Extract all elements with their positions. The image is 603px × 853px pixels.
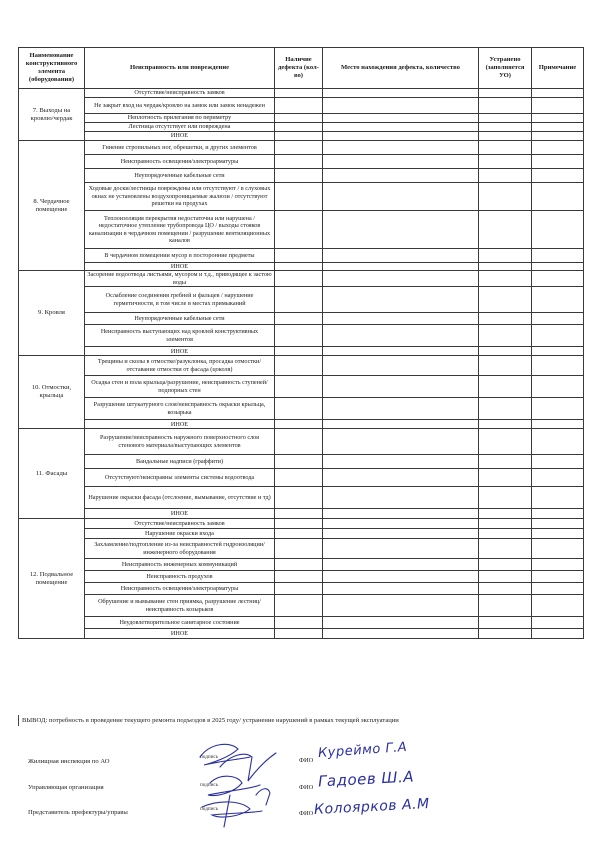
defect-cell: Неупорядоченные кабельные сети [85,313,275,325]
location-cell[interactable] [323,325,479,347]
note-cell[interactable] [532,347,584,356]
signature-label: Представитель префектуры/управы [28,809,128,816]
location-cell[interactable] [323,487,479,509]
table-row [19,155,584,169]
presence-cell[interactable] [275,347,323,356]
note-cell[interactable] [532,455,584,469]
presence-cell[interactable] [275,98,323,114]
fixed-cell[interactable] [479,263,532,271]
fixed-cell[interactable] [479,398,532,420]
note-cell[interactable] [532,169,584,183]
fixed-cell[interactable] [479,249,532,263]
table-row [19,347,584,356]
defect-cell: Неисправность продухов [85,571,275,583]
header-defect: Неисправность или повреждение [85,48,275,89]
table-row [19,376,584,398]
fixed-cell[interactable] [479,519,532,529]
header-presence: Наличие дефекта (кол-во) [275,48,323,89]
location-cell[interactable] [323,114,479,123]
location-cell[interactable] [323,583,479,595]
note-cell[interactable] [532,629,584,639]
defect-cell: Разрушение/неисправность наружного поверхностного слоя стенового материала/выступающих элементов [85,429,275,455]
location-cell[interactable] [323,313,479,325]
table-row [19,398,584,420]
handwritten-name-1: Куреймо Г.А [317,739,408,762]
fixed-cell[interactable] [479,313,532,325]
fixed-cell[interactable] [479,141,532,155]
table-row [19,211,584,249]
table-row [19,141,584,155]
signature-caption: подпись [200,806,219,812]
conclusion-text: ВЫВОД: потребность в проведение текущего ремонта подъездов в 2025 году/ устранение нарушений в рамках текущей эксплуатации [22,717,399,724]
location-cell[interactable] [323,559,479,571]
table-row [19,287,584,313]
note-cell[interactable] [532,183,584,211]
note-cell[interactable] [532,132,584,141]
element-cell: 8. Чердачное помещение [19,141,85,271]
location-cell[interactable] [323,211,479,249]
fixed-cell[interactable] [479,469,532,487]
note-cell[interactable] [532,356,584,376]
note-cell[interactable] [532,123,584,132]
note-cell[interactable] [532,559,584,571]
presence-cell[interactable] [275,287,323,313]
defects-table [18,47,584,639]
presence-cell[interactable] [275,398,323,420]
defect-cell: Засорение водоотвода листьями, мусором и т.д., приводящее к застою воды [85,271,275,287]
presence-cell[interactable] [275,263,323,271]
location-cell[interactable] [323,155,479,169]
fixed-cell[interactable] [479,509,532,519]
note-cell[interactable] [532,509,584,519]
fixed-cell[interactable] [479,617,532,629]
location-cell[interactable] [323,347,479,356]
presence-cell[interactable] [275,249,323,263]
table-row [19,571,584,583]
signature-caption: подпись [200,782,219,788]
header-element: Наименование конструктивного элемента (оборудования) [19,48,85,89]
fixed-cell[interactable] [479,169,532,183]
defect-cell: ИНОЕ [85,263,275,271]
table-row [19,114,584,123]
presence-cell[interactable] [275,169,323,183]
location-cell[interactable] [323,571,479,583]
note-cell[interactable] [532,98,584,114]
defect-cell: Неисправность инженерных коммуникаций [85,559,275,571]
defect-cell: Лестница отсутствует или повреждена [85,123,275,132]
table-row [19,271,584,287]
presence-cell[interactable] [275,356,323,376]
location-cell[interactable] [323,595,479,617]
note-cell[interactable] [532,398,584,420]
presence-cell[interactable] [275,114,323,123]
presence-cell[interactable] [275,519,323,529]
fixed-cell[interactable] [479,271,532,287]
defect-cell: ИНОЕ [85,420,275,429]
presence-cell[interactable] [275,529,323,539]
fixed-cell[interactable] [479,132,532,141]
table-row [19,98,584,114]
presence-cell[interactable] [275,141,323,155]
element-cell: 11. Фасады [19,429,85,519]
presence-cell[interactable] [275,132,323,141]
element-cell: 7. Выходы на кровлю/чердак [19,89,85,141]
table-row [19,249,584,263]
location-cell[interactable] [323,183,479,211]
table-row [19,313,584,325]
note-cell[interactable] [532,211,584,249]
header-fixed: Устранено (заполняется УО) [479,48,532,89]
table-row [19,629,584,639]
presence-cell[interactable] [275,420,323,429]
fixed-cell[interactable] [479,155,532,169]
location-cell[interactable] [323,376,479,398]
fixed-cell[interactable] [479,429,532,455]
note-cell[interactable] [532,420,584,429]
table-row [19,356,584,376]
fixed-cell[interactable] [479,325,532,347]
defect-cell: ИНОЕ [85,132,275,141]
note-cell[interactable] [532,263,584,271]
presence-cell[interactable] [275,89,323,98]
note-cell[interactable] [532,583,584,595]
element-cell: 9. Кровля [19,271,85,356]
location-cell[interactable] [323,89,479,98]
defect-cell: Ослабление соединения гребней и фальцев / нарушение герметичности, в том числе в местах примыканий [85,287,275,313]
defect-cell: ИНОЕ [85,347,275,356]
fixed-cell[interactable] [479,487,532,509]
presence-cell[interactable] [275,183,323,211]
element-cell: 10. Отмостки, крыльца [19,356,85,429]
note-cell[interactable] [532,313,584,325]
defect-cell: Теплоизоляция перекрытия недостаточна или нарушена / недостаточное утепление трубопровода ЦО / выходы стояков канализации в чердачном помещении / разрушение вентиляционных каналов [85,211,275,249]
presence-cell[interactable] [275,595,323,617]
location-cell[interactable] [323,263,479,271]
table-body [19,89,584,639]
presence-cell[interactable] [275,123,323,132]
table-row [19,539,584,559]
location-cell[interactable] [323,469,479,487]
presence-cell[interactable] [275,325,323,347]
note-cell[interactable] [532,271,584,287]
fixed-cell[interactable] [479,455,532,469]
table-row [19,519,584,529]
defect-cell: Отсутствие/неисправность замков [85,519,275,529]
location-cell[interactable] [323,420,479,429]
location-cell[interactable] [323,249,479,263]
location-cell[interactable] [323,429,479,455]
fixed-cell[interactable] [479,98,532,114]
location-cell[interactable] [323,356,479,376]
fixed-cell[interactable] [479,571,532,583]
location-cell[interactable] [323,529,479,539]
note-cell[interactable] [532,89,584,98]
fixed-cell[interactable] [479,583,532,595]
presence-cell[interactable] [275,155,323,169]
defect-cell: Неупорядоченные кабельные сети [85,169,275,183]
note-cell[interactable] [532,617,584,629]
presence-cell[interactable] [275,571,323,583]
note-cell[interactable] [532,249,584,263]
handwritten-name-2: Гадоев Ш.А [317,767,415,791]
conclusion-marker [18,715,19,726]
fio-label: ФИО [299,810,314,817]
element-cell: 12. Подвальное помещение [19,519,85,639]
location-cell[interactable] [323,617,479,629]
presence-cell[interactable] [275,487,323,509]
defect-cell: Обрушение и вымывание стен приямка, разрушение лестниц/неисправность козырьков [85,595,275,617]
fixed-cell[interactable] [479,347,532,356]
fio-label: ФИО [299,784,314,791]
defect-cell: Не закрыт вход на чердак/кровлю на замок или замок ненадежен [85,98,275,114]
location-cell[interactable] [323,398,479,420]
note-cell[interactable] [532,141,584,155]
table-row [19,583,584,595]
table-row [19,132,584,141]
signature-label: Управляющая организация [28,784,104,791]
table-row [19,420,584,429]
table-row [19,325,584,347]
note-cell[interactable] [532,519,584,529]
location-cell[interactable] [323,141,479,155]
location-cell[interactable] [323,455,479,469]
defect-cell: В чердачном помещении мусор в посторонние предметы [85,249,275,263]
table-row [19,169,584,183]
table-row [19,617,584,629]
note-cell[interactable] [532,429,584,455]
table-row [19,595,584,617]
defect-cell: Отсутствуют/неисправны элементы системы водоотвода [85,469,275,487]
fixed-cell[interactable] [479,123,532,132]
defect-cell: Неудовлетворительное санитарное состояние [85,617,275,629]
presence-cell[interactable] [275,539,323,559]
fixed-cell[interactable] [479,183,532,211]
fixed-cell[interactable] [479,211,532,249]
presence-cell[interactable] [275,559,323,571]
note-cell[interactable] [532,287,584,313]
note-cell[interactable] [532,487,584,509]
fixed-cell[interactable] [479,539,532,559]
location-cell[interactable] [323,98,479,114]
table-row [19,469,584,487]
table-row [19,455,584,469]
table-row [19,263,584,271]
presence-cell[interactable] [275,455,323,469]
location-cell[interactable] [323,271,479,287]
table-row [19,429,584,455]
table-row [19,487,584,509]
note-cell[interactable] [532,376,584,398]
presence-cell[interactable] [275,509,323,519]
note-cell[interactable] [532,469,584,487]
defect-cell: Трещины и сколы в отмостке/разуклонка, просадка отмостки/отставание отмостки от фасада (цоколя) [85,356,275,376]
location-cell[interactable] [323,509,479,519]
location-cell[interactable] [323,629,479,639]
defect-cell: Отсутствие/неисправность замков [85,89,275,98]
table-row [19,559,584,571]
fixed-cell[interactable] [479,356,532,376]
presence-cell[interactable] [275,583,323,595]
note-cell[interactable] [532,114,584,123]
header-location: Место нахождения дефекта, количество [323,48,479,89]
fixed-cell[interactable] [479,420,532,429]
presence-cell[interactable] [275,211,323,249]
table-header-row [19,48,584,89]
defect-cell: Нарушение окраски входа [85,529,275,539]
defect-cell: Нарушение окраски фасада (отслоение, вымывание, отсутствие и тд) [85,487,275,509]
defect-cell: Гниение стропильных ног, обрешетки, и других элементов [85,141,275,155]
location-cell[interactable] [323,169,479,183]
fio-label: ФИО [299,757,314,764]
location-cell[interactable] [323,132,479,141]
presence-cell[interactable] [275,617,323,629]
presence-cell[interactable] [275,429,323,455]
defect-cell: Разрушение штукатурного слоя/неисправность окраски крыльца, козырька [85,398,275,420]
presence-cell[interactable] [275,313,323,325]
fixed-cell[interactable] [479,629,532,639]
defect-cell: ИНОЕ [85,509,275,519]
note-cell[interactable] [532,155,584,169]
location-cell[interactable] [323,539,479,559]
defect-cell: Неисправность освещения/электроарматуры [85,155,275,169]
presence-cell[interactable] [275,629,323,639]
fixed-cell[interactable] [479,529,532,539]
presence-cell[interactable] [275,469,323,487]
table-row [19,123,584,132]
signature-label: Жилищная инспекция по АО [28,758,110,765]
defect-cell: Неисправность выступающих над кровлей конструктивных элементов [85,325,275,347]
table-row [19,529,584,539]
signature-caption: подпись [200,754,219,760]
defect-cell: Неплотность прилегания по периметру [85,114,275,123]
location-cell[interactable] [323,123,479,132]
fixed-cell[interactable] [479,287,532,313]
table-row [19,89,584,98]
note-cell[interactable] [532,595,584,617]
note-cell[interactable] [532,571,584,583]
defect-cell: Неисправность освещения/электроарматуры [85,583,275,595]
defect-cell: ИНОЕ [85,629,275,639]
note-cell[interactable] [532,539,584,559]
fixed-cell[interactable] [479,376,532,398]
fixed-cell[interactable] [479,595,532,617]
defect-cell: Ходовые доски/лестницы повреждены или отсутствуют / в слуховых окнах не установлены воздухопроницаемые жалюзи / отсутствуют решетки на продухах [85,183,275,211]
header-note: Примечание [532,48,584,89]
note-cell[interactable] [532,325,584,347]
fixed-cell[interactable] [479,114,532,123]
fixed-cell[interactable] [479,89,532,98]
defect-cell: Осадка стен и пола крыльца/разрушение, неисправность ступеней/подпорных стен [85,376,275,398]
handwritten-name-3: Колоярков А.М [313,795,430,819]
location-cell[interactable] [323,287,479,313]
handwritten-signature-marks [190,735,300,830]
defect-cell: Вандальные надписи (граффити) [85,455,275,469]
presence-cell[interactable] [275,271,323,287]
table-row [19,183,584,211]
note-cell[interactable] [532,529,584,539]
defect-cell: Захламление/подтопление из-за неисправностей гидроизоляции/инженерного оборудования [85,539,275,559]
location-cell[interactable] [323,519,479,529]
fixed-cell[interactable] [479,559,532,571]
presence-cell[interactable] [275,376,323,398]
table-row [19,509,584,519]
